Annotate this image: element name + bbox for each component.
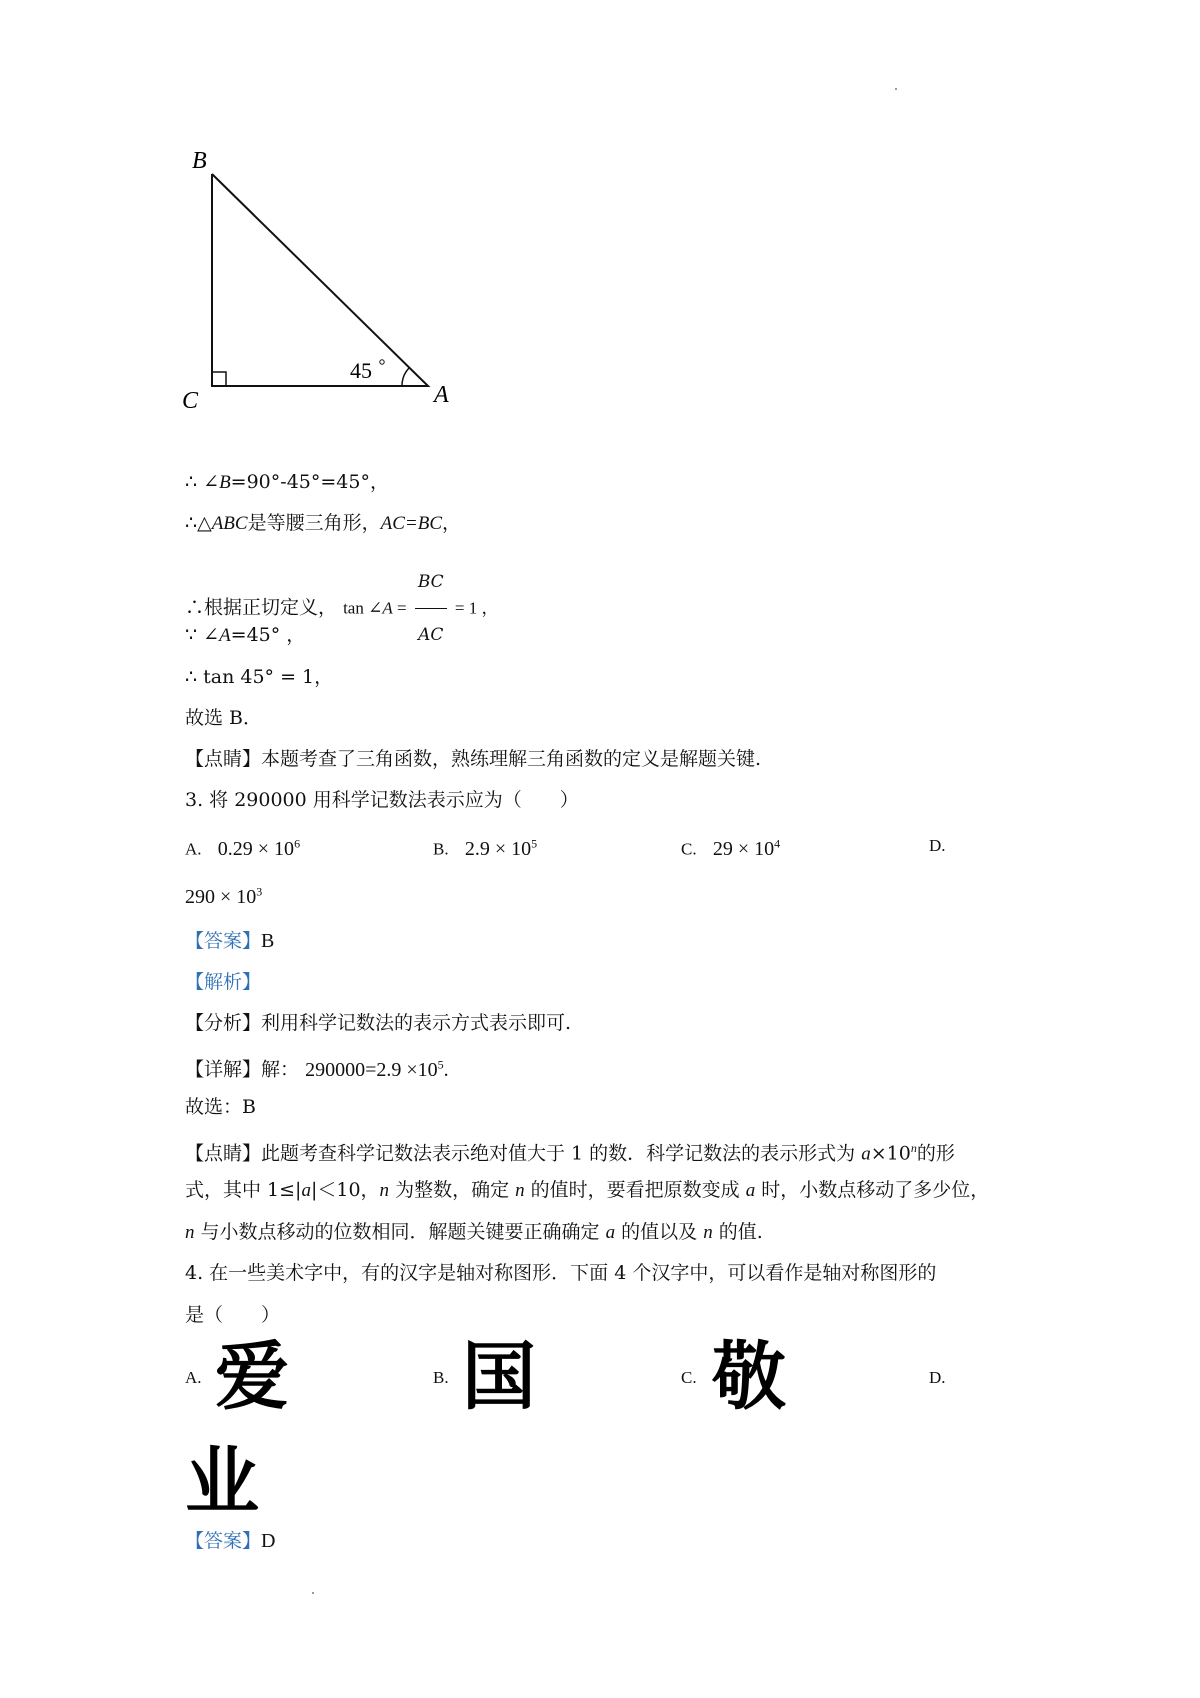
solution-conclusion: 故选 B．: [185, 707, 263, 729]
triangle-outline: [212, 174, 428, 386]
angle-arc: [402, 368, 409, 386]
q4-option-b-char: 国: [462, 1334, 536, 1420]
solution-dianjing: 【点睛】本题考查了三角函数，熟练理解三角函数的定义是解题关键.: [185, 748, 762, 770]
q3-analysis-label: 【解析】: [185, 971, 262, 993]
q4-option-c-letter: C.: [681, 1368, 697, 1387]
q4-option-d-char: 业: [185, 1439, 259, 1525]
q4-stem-line-1: 4. 在一些美术字中，有的汉字是轴对称图形．下面 4 个汉字中，可以看作是轴对称图形的: [185, 1262, 937, 1284]
q3-dianjing-line-2: 式，其中 1≤|a|＜10，n 为整数，确定 n 的值时，要看把原数变成 a 时，小数点移动了多少位，: [185, 1179, 990, 1201]
q3-option-b: B. $2.9 \times 10^5$: [433, 836, 538, 860]
q3-dianjing-line-3: n 与小数点移动的位数相同．解题关键要正确确定 a 的值以及 n 的值.: [185, 1221, 763, 1243]
q3-conclusion: 故选：B: [185, 1096, 256, 1118]
q3-option-d-value: $290 \times 10^3$: [185, 884, 263, 908]
degree-mark: [380, 360, 384, 364]
angle-label: 45: [350, 358, 372, 383]
label-B: B: [192, 148, 207, 174]
scan-speck-top: [895, 88, 897, 90]
q4-option-b-letter: B.: [433, 1368, 449, 1387]
q4-option-a-char: 爱: [215, 1334, 289, 1420]
solution-line-5: ∴ tan 45° = 1，: [185, 666, 334, 688]
scan-speck-bottom: [312, 1592, 314, 1594]
q3-xiangjie: 【详解】解： $290000=2.9 \times 10^5$.: [185, 1057, 449, 1081]
q4-option-c-char: 敬: [712, 1334, 786, 1420]
q4-option-a-letter: A.: [185, 1368, 202, 1387]
q3-stem: 3. 将 290000 用科学记数法表示应为（ ）: [185, 789, 579, 811]
solution-line-3: ∴根据正切定义， tan ∠A = $\frac{BC}{AC}$ = 1 ，: [185, 556, 498, 661]
q3-option-d-letter: D.: [929, 836, 946, 855]
q4-stem-line-2: 是（ ）: [185, 1304, 281, 1326]
solution-line-1: ∴ ∠B=90°-45°=45°，: [185, 471, 389, 493]
tan-fraction: $\frac{BC}{AC}$: [415, 556, 447, 661]
q3-fenxi: 【分析】利用科学记数法的表示方式表示即可.: [185, 1012, 572, 1034]
right-triangle-figure: [170, 140, 460, 420]
q3-option-a: A. $0.29 \times 10^6$: [185, 836, 301, 860]
q3-option-c: C. $29 \times 10^4$: [681, 836, 781, 860]
q4-answer: 【答案】D: [185, 1530, 276, 1552]
q3-dianjing-line-1: 【点睛】此题考查科学记数法表示绝对值大于 1 的数．科学记数法的表示形式为 $a\times 10^n$的形: [185, 1141, 955, 1165]
right-angle-mark: [212, 372, 226, 386]
q4-option-d-letter: D.: [929, 1368, 946, 1387]
solution-line-4: ∵ ∠A=45° ，: [185, 624, 306, 646]
label-A: A: [434, 382, 449, 408]
solution-line-2: ∴△ABC是等腰三角形，AC=BC，: [185, 512, 462, 534]
q3-answer: 【答案】B: [185, 930, 275, 952]
label-C: C: [182, 388, 199, 414]
